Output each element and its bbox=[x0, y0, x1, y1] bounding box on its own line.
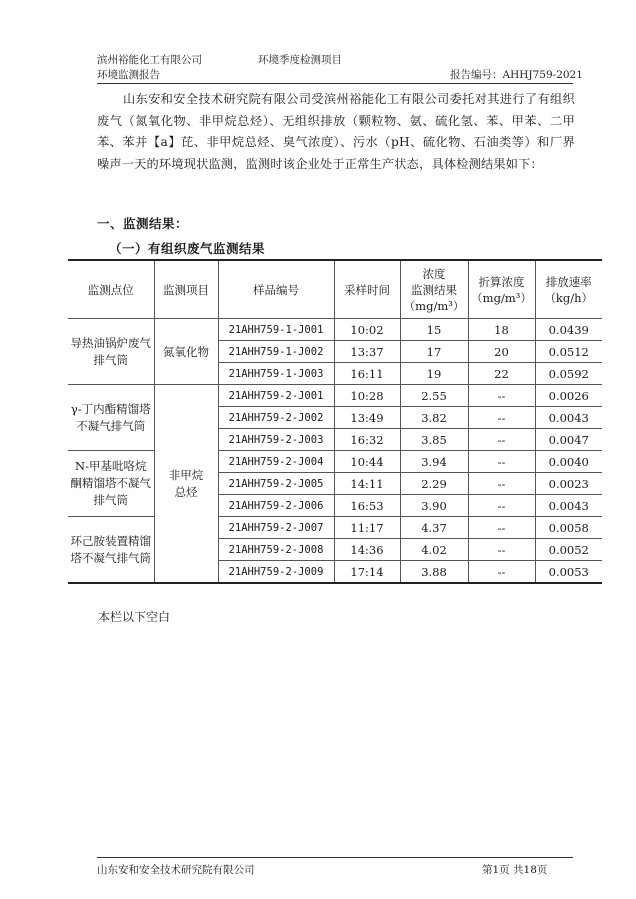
header-conv-line1: 折算浓度 bbox=[478, 274, 525, 289]
point-nmp-stack: N-甲基吡咯烷酮精馏塔不凝气排气筒 bbox=[68, 451, 154, 517]
header-report-number: 报告编号：AHHJ759-2021 bbox=[450, 69, 583, 81]
footer-divider bbox=[97, 857, 573, 858]
sample-time: 13:37 bbox=[334, 341, 400, 363]
converted-value: 22 bbox=[468, 363, 535, 385]
converted-value: -- bbox=[468, 451, 535, 473]
header-concentration bbox=[400, 260, 468, 319]
item-nmhc: 非甲烷总烃 bbox=[154, 385, 218, 584]
sample-id: 21AHH759-2-J004 bbox=[218, 451, 334, 473]
sample-id: 21AHH759-2-J007 bbox=[218, 517, 334, 539]
sample-id: 21AHH759-2-J005 bbox=[218, 473, 334, 495]
concentration-value: 3.94 bbox=[400, 451, 468, 473]
table-row bbox=[68, 319, 602, 341]
rate-value: 0.0043 bbox=[535, 495, 602, 517]
rate-value: 0.0439 bbox=[535, 319, 602, 341]
section-heading-organized-gas: （一）有组织废气监测结果 bbox=[109, 241, 266, 256]
rate-value: 0.0047 bbox=[535, 429, 602, 451]
header-item: 监测项目 bbox=[154, 260, 218, 319]
converted-value: 20 bbox=[468, 341, 535, 363]
point-boiler-stack: 导热油锅炉废气排气筒 bbox=[68, 319, 154, 385]
converted-value: 18 bbox=[468, 319, 535, 341]
sample-time: 16:53 bbox=[334, 495, 400, 517]
rate-value: 0.0040 bbox=[535, 451, 602, 473]
item-nitrogen-oxides: 氮氧化物 bbox=[154, 319, 218, 385]
sample-id: 21AHH759-2-J009 bbox=[218, 561, 334, 584]
rate-value: 0.0043 bbox=[535, 407, 602, 429]
sample-time: 14:11 bbox=[334, 473, 400, 495]
sample-time: 13:49 bbox=[334, 407, 400, 429]
header-rate bbox=[535, 260, 602, 319]
header-point: 监测点位 bbox=[68, 260, 154, 319]
concentration-value: 3.90 bbox=[400, 495, 468, 517]
footer-institute: 山东安和安全技术研究院有限公司 bbox=[97, 864, 255, 876]
concentration-value: 3.85 bbox=[400, 429, 468, 451]
concentration-value: 4.02 bbox=[400, 539, 468, 561]
converted-value: -- bbox=[468, 385, 535, 407]
table-row bbox=[68, 385, 602, 407]
sample-id: 21AHH759-2-J002 bbox=[218, 407, 334, 429]
rate-value: 0.0023 bbox=[535, 473, 602, 495]
rate-value: 0.0058 bbox=[535, 517, 602, 539]
header-divider bbox=[97, 83, 573, 84]
rate-value: 0.0052 bbox=[535, 539, 602, 561]
header-company: 滨州裕能化工有限公司 bbox=[97, 54, 202, 66]
rate-value: 0.0512 bbox=[535, 341, 602, 363]
sample-id: 21AHH759-1-J003 bbox=[218, 363, 334, 385]
converted-value: -- bbox=[468, 495, 535, 517]
concentration-value: 4.37 bbox=[400, 517, 468, 539]
header-rate-unit: （kg/h） bbox=[544, 290, 594, 305]
rate-value: 0.0026 bbox=[535, 385, 602, 407]
converted-value: -- bbox=[468, 561, 535, 584]
sample-id: 21AHH759-2-J008 bbox=[218, 539, 334, 561]
concentration-value: 2.55 bbox=[400, 385, 468, 407]
table-row bbox=[68, 451, 602, 473]
concentration-value: 3.82 bbox=[400, 407, 468, 429]
point-gbl-stack: γ-丁内酯精馏塔不凝气排气筒 bbox=[68, 385, 154, 451]
footer-page-number: 第1页 共18页 bbox=[482, 864, 548, 876]
header-converted bbox=[468, 260, 535, 319]
sample-time: 14:36 bbox=[334, 539, 400, 561]
rate-value: 0.0592 bbox=[535, 363, 602, 385]
converted-value: -- bbox=[468, 539, 535, 561]
sample-time: 10:44 bbox=[334, 451, 400, 473]
sample-time: 17:14 bbox=[334, 561, 400, 584]
concentration-value: 15 bbox=[400, 319, 468, 341]
header-sample: 样品编号 bbox=[218, 260, 334, 319]
sample-id: 21AHH759-2-J003 bbox=[218, 429, 334, 451]
sample-time: 11:17 bbox=[334, 517, 400, 539]
header-conc-unit: （mg/m³） bbox=[403, 298, 465, 313]
rate-value: 0.0053 bbox=[535, 561, 602, 584]
sample-id: 21AHH759-1-J002 bbox=[218, 341, 334, 363]
concentration-value: 2.29 bbox=[400, 473, 468, 495]
section-heading-results: 一、监测结果： bbox=[97, 216, 189, 231]
table-header-row bbox=[68, 260, 602, 319]
intro-paragraph: 山东安和安全技术研究院有限公司受滨州裕能化工有限公司委托对其进行了有组织废气（氮氧化物、非甲烷总烃）、无组织排放（颗粒物、氨、硫化氢、苯、甲苯、二甲苯、苯并【a】芘、非甲烷总烃、臭气浓度）、污水（pH、硫化物、石油类等）和厂界噪声一天的环境现状监测，监测时该企业处于正常生产状态，具体检测结果如下： bbox=[97, 92, 575, 171]
header-report-type: 环境监测报告 bbox=[97, 69, 160, 81]
header-time: 采样时间 bbox=[334, 260, 400, 319]
concentration-value: 17 bbox=[400, 341, 468, 363]
blank-below-note: 本栏以下空白 bbox=[98, 610, 171, 624]
sample-time: 10:28 bbox=[334, 385, 400, 407]
header-conc-line1: 浓度 bbox=[422, 266, 446, 281]
monitoring-results-table bbox=[68, 259, 602, 584]
header-conc-line2: 监测结果 bbox=[411, 282, 457, 297]
converted-value: -- bbox=[468, 517, 535, 539]
sample-id: 21AHH759-2-J006 bbox=[218, 495, 334, 517]
table-row bbox=[68, 517, 602, 539]
concentration-value: 19 bbox=[400, 363, 468, 385]
header-rate-line1: 排放速率 bbox=[545, 274, 592, 289]
sample-id: 21AHH759-1-J001 bbox=[218, 319, 334, 341]
header-project: 环境季度检测项目 bbox=[258, 54, 342, 66]
converted-value: -- bbox=[468, 473, 535, 495]
converted-value: -- bbox=[468, 429, 535, 451]
sample-time: 16:11 bbox=[334, 363, 400, 385]
converted-value: -- bbox=[468, 407, 535, 429]
sample-time: 16:32 bbox=[334, 429, 400, 451]
point-cyclohexylamine-stack: 环己胺装置精馏塔不凝气排气筒 bbox=[68, 517, 154, 584]
header-conv-unit: （mg/m³） bbox=[471, 290, 532, 305]
sample-time: 10:02 bbox=[334, 319, 400, 341]
concentration-value: 3.88 bbox=[400, 561, 468, 584]
sample-id: 21AHH759-2-J001 bbox=[218, 385, 334, 407]
